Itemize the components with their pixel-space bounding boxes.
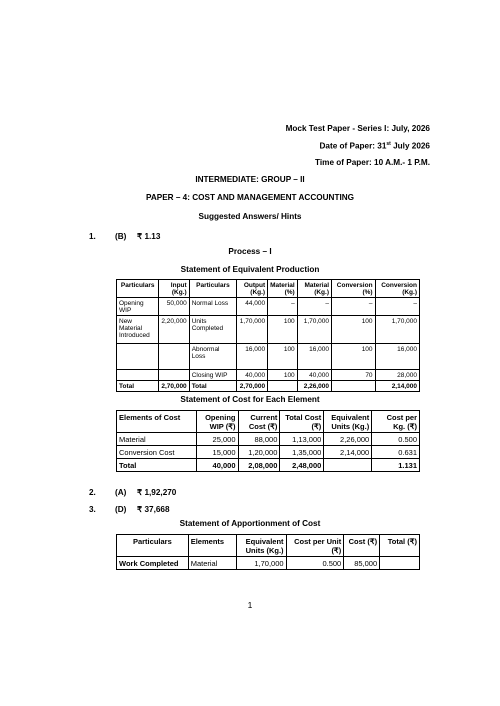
paper-time: Time of Paper: 10 A.M.- 1 P.M.	[315, 158, 430, 167]
table2-header-cell: Cost per Kg. (₹)	[372, 411, 420, 433]
table1-cell: 1,70,000	[237, 316, 268, 344]
table1-cell: 40,000	[297, 370, 331, 381]
table1-cell: 2,20,000	[159, 316, 189, 344]
table1-cell: 1,70,000	[375, 316, 419, 344]
table1-cell: New Material Introduced	[117, 316, 159, 344]
table1-cell: 1,70,000	[297, 316, 331, 344]
table3-header-cell: Cost per Unit (₹)	[286, 535, 344, 557]
table1-header-cell: Output (Kg.)	[237, 280, 268, 298]
answer-3: 3. (D) ₹ 37,668	[89, 505, 170, 514]
table-row	[117, 446, 420, 459]
table2-header-row	[117, 411, 420, 433]
table1-header-cell: Material (Kg.)	[297, 280, 331, 298]
table3-header-cell: Equivalent Units (Kg.)	[236, 535, 286, 557]
process-title: Process – I	[228, 247, 272, 256]
table-row	[117, 344, 420, 370]
table2-cell: 40,000	[196, 459, 238, 472]
table-row	[117, 557, 420, 570]
table2-cell: 1,35,000	[280, 446, 324, 459]
table1-cell: 16,000	[297, 344, 331, 370]
table2-header-cell: Elements of Cost	[117, 411, 197, 433]
table1-cell: –	[297, 298, 331, 316]
equivalent-production-table	[116, 279, 420, 392]
table2-cell	[324, 459, 372, 472]
table2-cell: 0.500	[372, 433, 420, 446]
table2-cell: 25,000	[196, 433, 238, 446]
table1-cell: 44,000	[237, 298, 268, 316]
table1-cell: 40,000	[237, 370, 268, 381]
table2-cell: 2,14,000	[324, 446, 372, 459]
table1-header-cell: Particulars	[189, 280, 237, 298]
table2-cell: 15,000	[196, 446, 238, 459]
table1-cell: Total	[189, 381, 237, 392]
answer-2: 2. (A) ₹ 1,92,270	[89, 488, 177, 497]
table1-header-cell: Material (%)	[268, 280, 298, 298]
cost-each-element-table	[116, 410, 420, 472]
table1-title: Statement of Equivalent Production	[180, 265, 320, 274]
table1-cell	[268, 381, 298, 392]
table2-header-cell: Opening WIP (₹)	[196, 411, 238, 433]
table3-header-cell: Elements	[188, 535, 236, 557]
table3-cell: 0.500	[286, 557, 344, 570]
table2-cell: Total	[117, 459, 197, 472]
table1-cell: Closing WIP	[189, 370, 237, 381]
table1-cell: Normal Loss	[189, 298, 237, 316]
suggested-answers-title: Suggested Answers/ Hints	[198, 212, 302, 221]
table1-cell: 100	[332, 316, 376, 344]
table1-cell: 16,000	[237, 344, 268, 370]
table3-header-cell: Total (₹)	[380, 535, 420, 557]
table2-header-cell: Total Cost (₹)	[280, 411, 324, 433]
group-title: INTERMEDIATE: GROUP – II	[195, 175, 305, 184]
table-row	[117, 298, 420, 316]
paper-date: Date of Paper: 31st July 2026	[319, 141, 430, 151]
table3-cell: 85,000	[344, 557, 380, 570]
answer-1: 1. (B) ₹ 1.13	[89, 232, 161, 241]
table2-title: Statement of Cost for Each Element	[180, 395, 320, 404]
table2-cell: Material	[117, 433, 197, 446]
table-row	[117, 433, 420, 446]
table3-header-cell: Cost (₹)	[344, 535, 380, 557]
table1-cell	[159, 370, 189, 381]
table1-cell: 2,70,000	[237, 381, 268, 392]
table1-cell: 28,000	[375, 370, 419, 381]
table1-cell: 16,000	[375, 344, 419, 370]
table1-cell	[332, 381, 376, 392]
table1-cell: 100	[332, 344, 376, 370]
table1-cell: 50,000	[159, 298, 189, 316]
table2-cell: 88,000	[238, 433, 280, 446]
paper-series-title: Mock Test Paper - Series I: July, 2026	[285, 124, 430, 133]
table2-total-row	[117, 459, 420, 472]
table2-header-cell: Current Cost (₹)	[238, 411, 280, 433]
table1-cell	[117, 344, 159, 370]
table1-cell: 2,14,000	[375, 381, 419, 392]
table2-cell: 1,13,000	[280, 433, 324, 446]
table1-header-row	[117, 280, 420, 298]
table1-cell: Opening WIP	[117, 298, 159, 316]
table1-cell: 2,70,000	[159, 381, 189, 392]
table2-cell: 2,26,000	[324, 433, 372, 446]
table1-cell: –	[332, 298, 376, 316]
table1-cell	[159, 344, 189, 370]
table1-cell: –	[268, 298, 298, 316]
table1-total-row	[117, 381, 420, 392]
page-number: 1	[247, 600, 253, 610]
table3-cell: Work Completed	[117, 557, 189, 570]
table2-cell: 1.131	[372, 459, 420, 472]
table1-cell: Total	[117, 381, 159, 392]
table1-cell: –	[375, 298, 419, 316]
table1-cell: Units Completed	[189, 316, 237, 344]
table-row	[117, 316, 420, 344]
table2-cell: Conversion Cost	[117, 446, 197, 459]
table3-cell: Material	[188, 557, 236, 570]
table2-cell: 1,20,000	[238, 446, 280, 459]
table1-header-cell: Input (Kg.)	[159, 280, 189, 298]
table3-cell	[380, 557, 420, 570]
paper-title: PAPER – 4: COST AND MANAGEMENT ACCOUNTING	[145, 193, 355, 202]
table-row	[117, 370, 420, 381]
table1-cell: 100	[268, 344, 298, 370]
table3-cell: 1,70,000	[236, 557, 286, 570]
table1-cell: 2,26,000	[297, 381, 331, 392]
table1-cell: 100	[268, 316, 298, 344]
table2-cell: 2,48,000	[280, 459, 324, 472]
apportionment-cost-table	[116, 534, 420, 570]
table1-header-cell: Conversion (Kg.)	[375, 280, 419, 298]
table3-header-row	[117, 535, 420, 557]
table1-cell: Abnormal Loss	[189, 344, 237, 370]
table2-header-cell: Equivalent Units (Kg.)	[324, 411, 372, 433]
table1-header-cell: Conversion (%)	[332, 280, 376, 298]
table1-cell: 70	[332, 370, 376, 381]
table3-title: Statement of Apportionment of Cost	[179, 519, 321, 528]
table2-cell: 2,08,000	[238, 459, 280, 472]
table3-header-cell: Particulars	[117, 535, 189, 557]
table1-cell	[117, 370, 159, 381]
table1-header-cell: Particulars	[117, 280, 159, 298]
table2-cell: 0.631	[372, 446, 420, 459]
table1-cell: 100	[268, 370, 298, 381]
